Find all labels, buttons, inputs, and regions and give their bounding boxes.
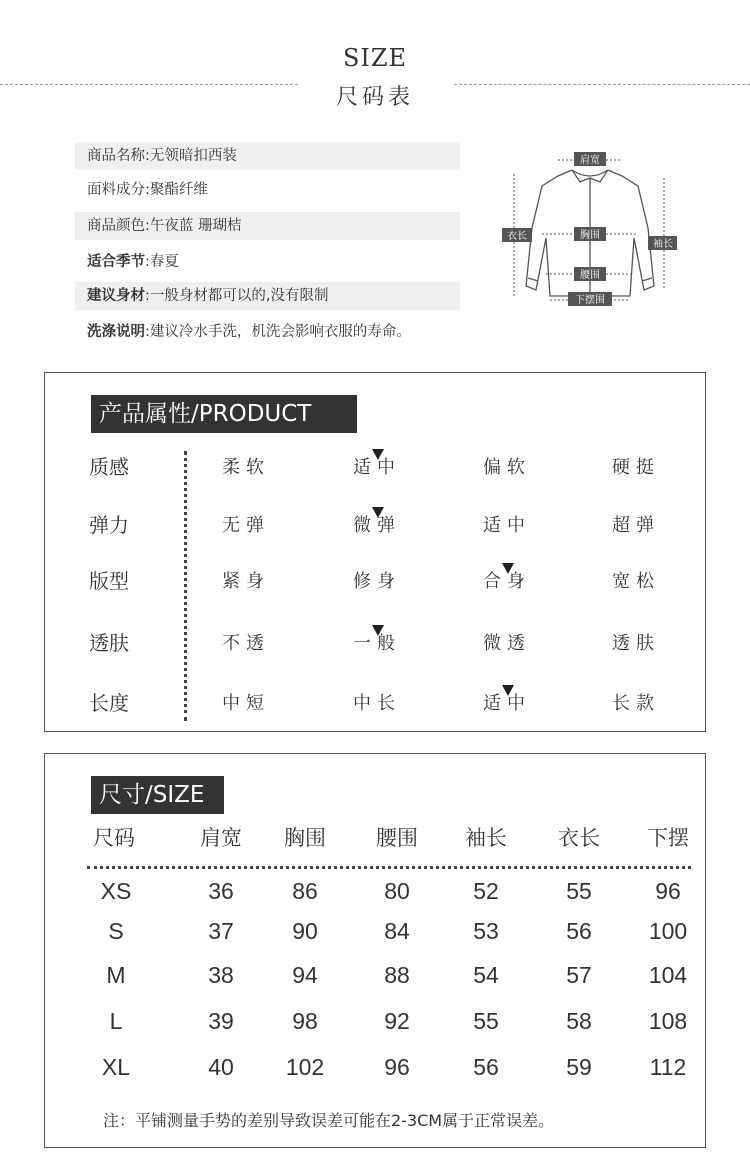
attribute-option: 中短 (222, 693, 270, 714)
attribute-option: 中长 (353, 693, 401, 714)
attribute-option: 紧身 (222, 571, 270, 592)
info-separator: : (145, 218, 150, 234)
size-table-cell: 104 (648, 962, 688, 988)
figure-label-waist: 腰围 (580, 270, 600, 281)
info-row (75, 212, 460, 240)
size-table-cell: 100 (648, 918, 688, 944)
attribute-option: 适中 (483, 515, 531, 536)
size-column-header: 肩宽 (200, 826, 242, 850)
info-key: 面料成分 (87, 182, 145, 198)
attribute-row (45, 565, 707, 605)
size-column-header: 尺码 (93, 826, 135, 850)
size-table-cell: 58 (566, 1008, 592, 1034)
size-table-cell: 56 (473, 1054, 499, 1080)
attribute-row (45, 687, 707, 727)
size-table-cell: 80 (384, 878, 410, 904)
info-row (75, 248, 460, 276)
size-table-cell: 39 (208, 1008, 234, 1034)
attribute-row (45, 451, 707, 491)
attribute-option: 宽松 (612, 571, 660, 592)
info-value: 午夜蓝 珊瑚桔 (149, 218, 242, 234)
jacket-measurement-figure (502, 148, 677, 308)
info-separator: : (145, 254, 150, 270)
figure-label-length: 衣长 (507, 231, 527, 242)
info-separator: : (145, 324, 150, 340)
product-attributes-panel (44, 372, 706, 732)
info-row (75, 176, 460, 204)
size-table-cell: 86 (292, 878, 318, 904)
size-table-cell: 98 (292, 1008, 318, 1034)
attribute-option: 无弹 (222, 515, 270, 536)
size-table-title: 尺寸/SIZE (91, 776, 224, 814)
size-table-cell: XS (100, 878, 132, 904)
attribute-option: 长款 (612, 693, 660, 714)
attribute-option: 合身 (483, 571, 531, 592)
figure-label-hem: 下摆围 (575, 295, 605, 306)
attribute-label: 弹力 (89, 513, 129, 537)
attribute-option: 适中 (483, 693, 531, 714)
size-table-cell: 56 (566, 918, 592, 944)
attribute-option: 修身 (353, 571, 401, 592)
size-table-cell: 59 (566, 1054, 592, 1080)
size-table-cell: 53 (473, 918, 499, 944)
size-column-header: 下摆 (647, 826, 689, 850)
info-value: 无领暗扣西装 (149, 148, 237, 164)
attribute-option: 超弹 (612, 515, 660, 536)
attribute-option: 透肤 (612, 633, 660, 654)
size-table-cell: 96 (384, 1054, 410, 1080)
size-table-cell: 84 (384, 918, 410, 944)
size-table-cell: 37 (208, 918, 234, 944)
selected-marker-icon (502, 563, 514, 574)
info-row (75, 282, 460, 310)
size-table-cell: L (109, 1008, 123, 1034)
figure-label-sleeve: 袖长 (653, 239, 673, 250)
attribute-label: 透肤 (89, 631, 129, 655)
size-table-cell: 108 (648, 1008, 688, 1034)
selected-marker-icon (372, 449, 384, 460)
attribute-option: 适中 (353, 457, 401, 478)
selected-marker-icon (372, 625, 384, 636)
attribute-label: 版型 (89, 569, 129, 593)
size-table-cell: S (108, 918, 124, 944)
attribute-option: 微透 (483, 633, 531, 654)
size-table-cell: 96 (655, 878, 681, 904)
size-table-panel (44, 753, 706, 1148)
info-separator: : (145, 182, 150, 198)
size-table-cell: 55 (473, 1008, 499, 1034)
attribute-option: 偏软 (483, 457, 531, 478)
attribute-option: 柔软 (222, 457, 270, 478)
size-table-cell: 40 (208, 1054, 234, 1080)
product-attributes-title: 产品属性/PRODUCT (91, 395, 357, 433)
size-table-cell: 54 (473, 962, 499, 988)
info-value: 聚酯纤维 (149, 182, 208, 198)
size-table-cell: XL (101, 1054, 131, 1080)
info-key: 洗涤说明 (87, 324, 145, 340)
info-key: 适合季节 (87, 254, 145, 270)
info-separator: : (145, 148, 150, 164)
info-separator: : (145, 288, 150, 304)
attribute-option: 不透 (222, 633, 270, 654)
figure-label-chest: 胸围 (580, 230, 600, 241)
size-table-cell: 52 (473, 878, 499, 904)
attribute-option: 一般 (353, 633, 401, 654)
header-title-cn: 尺码表 (335, 85, 414, 110)
size-table-cell: 88 (384, 962, 410, 988)
size-table-cell: 112 (649, 1054, 687, 1080)
size-column-header: 袖长 (465, 826, 507, 850)
info-key: 商品颜色 (87, 218, 145, 234)
size-column-header: 衣长 (558, 826, 600, 850)
figure-label-shoulder: 肩宽 (580, 155, 600, 166)
attribute-row (45, 509, 707, 549)
size-table-cell: 92 (384, 1008, 410, 1034)
attribute-label: 长度 (89, 691, 129, 715)
attribute-option: 微弹 (353, 515, 401, 536)
info-row (75, 142, 460, 170)
size-table-cell: 57 (566, 962, 592, 988)
size-table-divider (87, 866, 691, 869)
selected-marker-icon (372, 507, 384, 518)
size-column-header: 胸围 (284, 826, 326, 850)
info-key: 商品名称 (87, 148, 145, 164)
info-row (75, 318, 460, 346)
size-table-cell: M (106, 962, 126, 988)
size-table-cell: 36 (208, 878, 234, 904)
attribute-label: 质感 (89, 455, 129, 479)
measurement-note: 注：平铺测量手势的差别导致误差可能在2-3CM属于正常误差。 (103, 1111, 555, 1130)
info-value: 一般身材都可以的,没有限制 (149, 288, 329, 304)
selected-marker-icon (502, 685, 514, 696)
size-table-cell: 90 (292, 918, 318, 944)
size-table-cell: 102 (285, 1054, 325, 1080)
attribute-row (45, 627, 707, 667)
info-value: 春夏 (149, 254, 179, 270)
size-table-cell: 94 (292, 962, 318, 988)
header-title-en: SIZE (342, 44, 408, 72)
size-table-cell: 38 (208, 962, 234, 988)
attribute-option: 硬挺 (612, 457, 660, 478)
info-key: 建议身材 (87, 288, 145, 304)
size-column-header: 腰围 (376, 826, 418, 850)
info-value: 建议冷水手洗，机洗会影响衣服的寿命。 (149, 324, 411, 340)
size-table-cell: 55 (566, 878, 592, 904)
